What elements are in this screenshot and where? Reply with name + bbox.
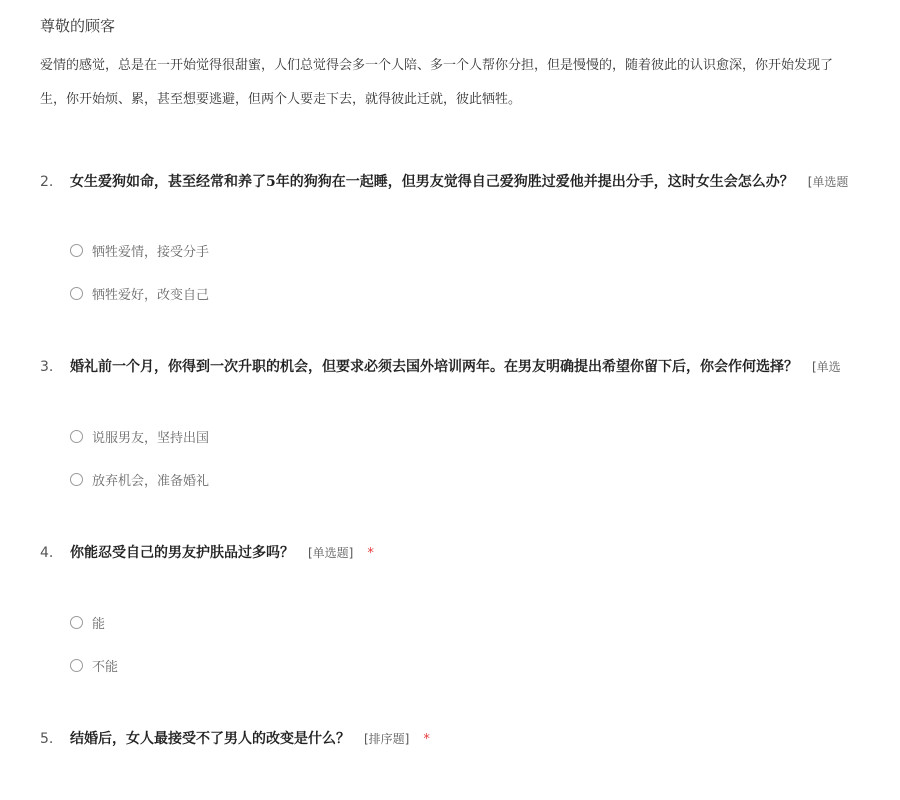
question-number: 5. bbox=[40, 731, 54, 747]
question-text-content: 女生爱狗如命，甚至经常和养了5年的狗狗在一起睡，但男友觉得自己爱狗胜过爱他并提出分手，这时女生会怎么办？ bbox=[70, 174, 794, 190]
question-number: 2. bbox=[40, 174, 54, 190]
option-q3-2[interactable] bbox=[70, 469, 209, 489]
greeting-heading: 尊敬的顾客 bbox=[40, 17, 116, 35]
question-type-label: [单选题] bbox=[308, 546, 354, 560]
question-text-content: 婚礼前一个月，你得到一次升职的机会，但要求必须去国外培训两年。在男友明确提出希望你留下后，你会作何选择？ bbox=[70, 359, 798, 375]
radio-button[interactable] bbox=[70, 287, 83, 300]
option-q4-1[interactable] bbox=[70, 612, 105, 632]
intro-text-line-2: 生，你开始烦、累，甚至想要逃避，但两个人要走下去，就得彼此迁就，彼此牺牲。 bbox=[40, 92, 522, 107]
question-text bbox=[70, 355, 841, 379]
question-type-label: [单选 bbox=[812, 360, 841, 374]
option-label: 说服男友，坚持出国 bbox=[92, 430, 210, 446]
radio-button[interactable] bbox=[70, 473, 83, 486]
question-number: 3. bbox=[40, 359, 54, 375]
option-q2-1[interactable] bbox=[70, 240, 209, 260]
option-label: 不能 bbox=[92, 659, 119, 675]
option-q2-2[interactable] bbox=[70, 283, 209, 303]
option-label: 牺牲爱好，改变自己 bbox=[92, 287, 210, 303]
question-number: 4. bbox=[40, 545, 54, 561]
required-asterisk: * bbox=[367, 546, 374, 561]
question-text bbox=[70, 727, 430, 752]
question-type-label: [单选题 bbox=[807, 175, 849, 189]
option-q3-1[interactable] bbox=[70, 426, 209, 446]
question-text bbox=[70, 170, 848, 194]
question-text bbox=[70, 541, 374, 566]
option-label: 放弃机会，准备婚礼 bbox=[92, 473, 210, 489]
question-text-content: 结婚后，女人最接受不了男人的改变是什么？ bbox=[70, 731, 350, 747]
option-q4-2[interactable] bbox=[70, 655, 118, 675]
option-label: 牺牲爱情，接受分手 bbox=[92, 244, 210, 260]
radio-button[interactable] bbox=[70, 430, 83, 443]
question-text-content: 你能忍受自己的男友护肤品过多吗？ bbox=[70, 545, 294, 561]
option-label: 能 bbox=[92, 616, 106, 632]
question-type-label: [排序题] bbox=[364, 732, 410, 746]
intro-text-line-1: 爱情的感觉，总是在一开始觉得很甜蜜，人们总觉得会多一个人陪、多一个人帮你分担，但是慢慢的，随着彼此的认识愈深，你开始发现了 bbox=[40, 58, 834, 73]
radio-button[interactable] bbox=[70, 616, 83, 629]
required-asterisk: * bbox=[423, 732, 430, 747]
radio-button[interactable] bbox=[70, 659, 83, 672]
radio-button[interactable] bbox=[70, 244, 83, 257]
